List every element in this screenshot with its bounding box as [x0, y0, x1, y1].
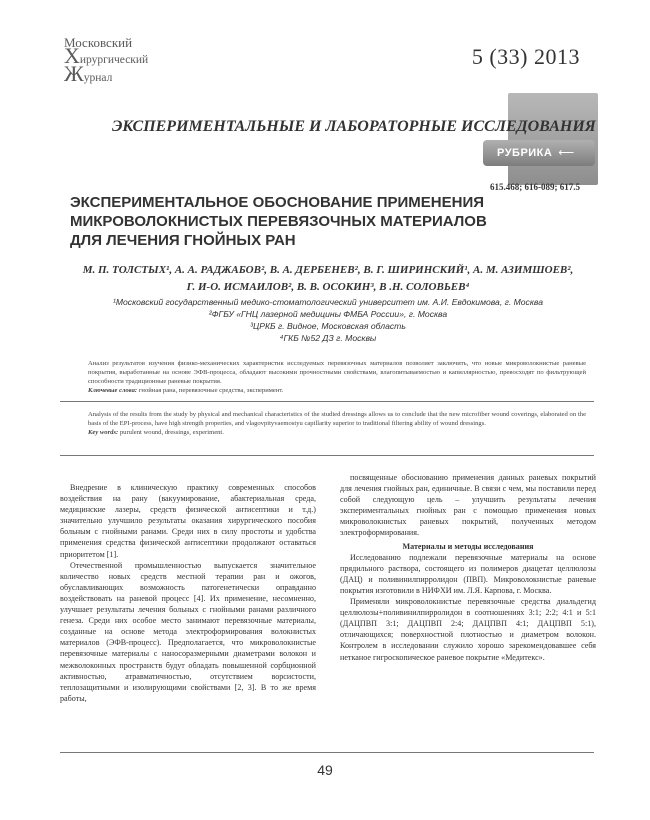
- journal-logo-cap3: Ж: [64, 61, 84, 86]
- footer-rule: [60, 752, 594, 753]
- return-arrow-icon: ⟵: [558, 147, 575, 159]
- paragraph: Внедрение в клиническую практику современных способов воздействия на рану (вакуумирование, абактериальная среда, медицинские лазеры, средств физической антисептики и т.д.) значительно улучшило результаты оказания хирургического пособия больным с гнойными ранами. Среди них в силу простоты и удобства применения средства физической антисептики продолжают оставаться приоритетом [1].: [60, 483, 316, 559]
- keywords-en-label: Key words:: [88, 429, 119, 436]
- udc-code: 615.468; 616-089; 617.5: [490, 182, 580, 192]
- paragraph: Отечественной промышленностью выпускается значительное количество новых средств местной терапии ран и ожогов, обуславливающих возможность патогенетически оправданно воздействовать на раневой процесс [4]. Их применение, несомненно, улучшает результаты лечения больных с гнойными ранами различного генеза. Среди них особое место занимают перевязочные материалы, созданные на основе метода электроформирования волокнистых материалов (ЭФВ-процесс). Предполагается, что микроволокнистые перевязочные материалы с наносоразмерными диаметрами волокон и межволоконных пространств будут обладать повышенной сорбционной активностью, атравматичностью, отсутствием ворсистости, теплозащитными и изолирующими свойствами [2, 3]. В то же время работы,: [60, 560, 316, 703]
- journal-logo-line3: урнал: [83, 72, 113, 84]
- paragraph: Исследованию подлежали перевязочные материалы на основе прядильного раствора, состоящего из полимеров диацетат целлюлозы (ДАЦ) и поливинилпирролидон (ПВП). Микроволокнистые раневые покрытия изготовили в НИФХИ им. Л.Я. Карпова, г. Москва.: [340, 552, 596, 595]
- article-title-line: МИКРОВОЛОКНИСТЫХ ПЕРЕВЯЗОЧНЫХ МАТЕРИАЛОВ: [70, 213, 487, 230]
- authors: [60, 262, 596, 296]
- page-number: 49: [317, 762, 333, 778]
- issue-number: 5 (33) 2013: [471, 44, 580, 69]
- abstract-en-text: Analysis of the results from the study by physical and mechanical characteristics of the studied dressings allows us to conclude that the new microfiber wound coverings, elaborated on the basis of the EPI-process, have high strength properties, and vlagovpityvaemostyu capillarity superior to traditional filtering ability of wound dressings.: [88, 411, 586, 427]
- body-column-right: [340, 472, 596, 663]
- affiliation: ³ЦРКБ г. Видное, Московская область: [250, 321, 406, 331]
- rubric-box: [508, 93, 598, 185]
- journal-logo-line2: ирургический: [79, 54, 149, 66]
- journal-logo: [64, 36, 184, 85]
- divider: [60, 455, 594, 456]
- keywords-en-text: purulent wound, dressings, experiment.: [118, 429, 224, 436]
- article-title-line: ЭКСПЕРИМЕНТАЛЬНОЕ ОБОСНОВАНИЕ ПРИМЕНЕНИЯ: [70, 194, 485, 211]
- authors-line: М. П. ТОЛСТЫХ¹, А. А. РАДЖАБОВ², В. А. ДЕРБЕНЕВ², В. Г. ШИРИНСКИЙ¹, А. М. АЗИМШОЕВ²,: [82, 264, 574, 276]
- abstract-ru: [88, 359, 586, 395]
- abstract-ru-text: Анализ результатов изучения физико-механических характеристик исследуемых перевязочных материалов позволяет заключить, что новые микроволокнистые раневые покрытия, выработанные на основе ЭФВ-процесса, обладают высокими прочностными свойствами, влагопитываемостью и капиллярностью, превосходят по фильтрующей способности традиционные раневые покрытия.: [88, 360, 586, 385]
- article-title-line: ДЛЯ ЛЕЧЕНИЯ ГНОЙНЫХ РАН: [70, 232, 296, 249]
- keywords-ru-text: гнойная рана, перевязочные средства, эксперимент.: [137, 387, 284, 394]
- journal-logo-line1: Московский: [64, 35, 133, 50]
- affiliations: [60, 296, 596, 344]
- journal-logo-cap2: Х: [64, 43, 80, 68]
- rubric-label-text: РУБРИКА: [497, 147, 553, 159]
- paragraph: Применяли микроволокнистые перевязочные средства диальдегид целлюлозы+поливинилпирролидон в соотношениях 3:1; 2:2; 4:1 и 5:1 (ДАЦПВП 3:1; ДАЦПВП 2:4; ДАЦПВП 4:1; ДАЦПВП 5:1), отличающихся; поверхностной плотностью и диаметром волокон. Контролем в исследовании служило хорошо зарекомендовавшее себя нетканое гигроскопическое раневое покрытие «Медитекс».: [340, 597, 596, 662]
- body-column-left: [60, 482, 316, 704]
- paragraph: посвященные обоснованию применения данных раневых покрытий для лечения гнойных ран, единичные. В связи с чем, мы поставили перед собой следующую цель – улучшить результаты лечения экспериментальных гнойных ран с помощью применения новых микроволокнистых раневых покрытий, полученных методом электроформирования.: [340, 473, 596, 538]
- divider: [60, 401, 594, 402]
- keywords-ru: [88, 386, 586, 395]
- affiliation: ⁴ГКБ №52 ДЗ г. Москвы: [279, 333, 377, 343]
- article-title: [70, 193, 590, 250]
- keywords-en: [88, 428, 586, 437]
- rubric-label: [483, 140, 595, 166]
- affiliation: ²ФГБУ «ГНЦ лазерной медицины ФМБА России», г. Москва: [208, 309, 448, 319]
- section-title: ЭКСПЕРИМЕНТАЛЬНЫЕ И ЛАБОРАТОРНЫЕ ИССЛЕДОВАНИЯ: [112, 118, 596, 135]
- affiliation: ¹Московский государственный медико-стоматологический университет им. А.И. Евдокимова, г. Москва: [113, 297, 543, 307]
- authors-line: Г. И-О. ИСМАИЛОВ², В. В. ОСОКИН³, В .Н. СОЛОВЬЕВ⁴: [186, 281, 470, 293]
- keywords-ru-label: Ключевые слова:: [88, 387, 138, 394]
- abstract-en: [88, 410, 586, 437]
- methods-heading: Материалы и методы исследования: [402, 541, 534, 551]
